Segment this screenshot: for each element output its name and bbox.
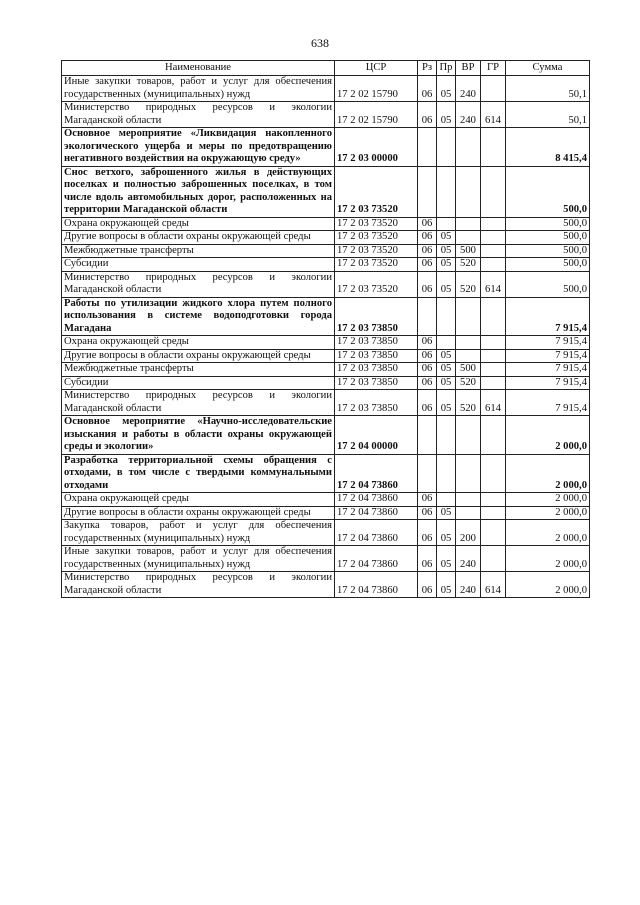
cell-sum: 2 000,0 — [506, 520, 590, 546]
cell-sum: 7 915,4 — [506, 390, 590, 416]
cell-sum: 500,0 — [506, 166, 590, 217]
table-row — [62, 493, 590, 507]
cell-rz: 06 — [418, 520, 437, 546]
cell-rz: 06 — [418, 217, 437, 231]
cell-gr — [481, 520, 506, 546]
cell-csr: 17 2 03 73850 — [335, 376, 418, 390]
cell-gr: 614 — [481, 572, 506, 598]
cell-csr: 17 2 03 73520 — [335, 217, 418, 231]
cell-csr: 17 2 04 00000 — [335, 416, 418, 455]
cell-name: Иные закупки товаров, работ и услуг для обеспечения государственных (муниципальных) нужд — [62, 76, 335, 102]
cell-vr: 500 — [456, 244, 481, 258]
cell-vr: 520 — [456, 376, 481, 390]
cell-sum: 7 915,4 — [506, 349, 590, 363]
table-row — [62, 454, 590, 493]
table-row — [62, 76, 590, 102]
cell-sum: 2 000,0 — [506, 572, 590, 598]
cell-csr: 17 2 03 73520 — [335, 231, 418, 245]
cell-gr — [481, 506, 506, 520]
cell-csr: 17 2 03 73520 — [335, 258, 418, 272]
cell-name: Разработка территориальной схемы обращения с отходами, в том числе с твердыми коммунальными отходами — [62, 454, 335, 493]
cell-pr: 05 — [437, 76, 456, 102]
cell-vr — [456, 454, 481, 493]
cell-name: Межбюджетные трансферты — [62, 363, 335, 377]
cell-vr: 520 — [456, 258, 481, 272]
cell-gr — [481, 231, 506, 245]
cell-csr: 17 2 03 73850 — [335, 349, 418, 363]
cell-rz: 06 — [418, 349, 437, 363]
cell-name: Межбюджетные трансферты — [62, 244, 335, 258]
cell-name: Субсидии — [62, 376, 335, 390]
cell-rz: 06 — [418, 76, 437, 102]
header-gr: ГР — [481, 61, 506, 76]
cell-csr: 17 2 04 73860 — [335, 454, 418, 493]
cell-rz: 06 — [418, 376, 437, 390]
cell-vr: 240 — [456, 102, 481, 128]
cell-rz: 06 — [418, 271, 437, 297]
cell-sum: 50,1 — [506, 76, 590, 102]
cell-gr — [481, 349, 506, 363]
table-row — [62, 336, 590, 350]
cell-rz: 06 — [418, 546, 437, 572]
cell-vr — [456, 506, 481, 520]
cell-csr: 17 2 02 15790 — [335, 76, 418, 102]
cell-name: Охрана окружающей среды — [62, 217, 335, 231]
cell-gr — [481, 546, 506, 572]
cell-name: Другие вопросы в области охраны окружающей среды — [62, 349, 335, 363]
table-row — [62, 258, 590, 272]
cell-gr — [481, 493, 506, 507]
cell-vr — [456, 231, 481, 245]
cell-gr — [481, 76, 506, 102]
cell-rz: 06 — [418, 258, 437, 272]
header-vr: ВР — [456, 61, 481, 76]
table-row — [62, 416, 590, 455]
cell-name: Охрана окружающей среды — [62, 336, 335, 350]
cell-pr: 05 — [437, 258, 456, 272]
cell-sum: 2 000,0 — [506, 506, 590, 520]
cell-sum: 7 915,4 — [506, 363, 590, 377]
cell-pr — [437, 128, 456, 167]
cell-pr — [437, 217, 456, 231]
cell-rz: 06 — [418, 506, 437, 520]
cell-vr: 200 — [456, 520, 481, 546]
cell-name: Министерство природных ресурсов и экологии Магаданской области — [62, 390, 335, 416]
header-sum: Сумма — [506, 61, 590, 76]
cell-gr — [481, 416, 506, 455]
cell-vr: 500 — [456, 363, 481, 377]
table-row — [62, 376, 590, 390]
table-row — [62, 128, 590, 167]
cell-vr — [456, 297, 481, 336]
cell-gr — [481, 244, 506, 258]
cell-gr — [481, 258, 506, 272]
cell-rz: 06 — [418, 390, 437, 416]
cell-rz — [418, 297, 437, 336]
cell-rz — [418, 454, 437, 493]
cell-csr: 17 2 03 73850 — [335, 336, 418, 350]
cell-gr — [481, 376, 506, 390]
cell-pr: 05 — [437, 102, 456, 128]
cell-pr: 05 — [437, 231, 456, 245]
table-row — [62, 506, 590, 520]
cell-sum: 50,1 — [506, 102, 590, 128]
header-name: Наименование — [62, 61, 335, 76]
cell-name: Охрана окружающей среды — [62, 493, 335, 507]
cell-pr: 05 — [437, 376, 456, 390]
cell-sum: 500,0 — [506, 231, 590, 245]
table-row — [62, 166, 590, 217]
cell-pr: 05 — [437, 572, 456, 598]
table-row — [62, 271, 590, 297]
cell-rz: 06 — [418, 363, 437, 377]
cell-name: Другие вопросы в области охраны окружающей среды — [62, 506, 335, 520]
cell-sum: 7 915,4 — [506, 336, 590, 350]
table-row — [62, 390, 590, 416]
cell-pr: 05 — [437, 363, 456, 377]
cell-gr — [481, 166, 506, 217]
table-row — [62, 363, 590, 377]
cell-csr: 17 2 03 73850 — [335, 297, 418, 336]
cell-name: Иные закупки товаров, работ и услуг для обеспечения государственных (муниципальных) нужд — [62, 546, 335, 572]
cell-rz: 06 — [418, 572, 437, 598]
cell-pr — [437, 297, 456, 336]
cell-name: Закупка товаров, работ и услуг для обеспечения государственных (муниципальных) нужд — [62, 520, 335, 546]
cell-sum: 2 000,0 — [506, 546, 590, 572]
cell-name: Министерство природных ресурсов и экологии Магаданской области — [62, 102, 335, 128]
cell-gr: 614 — [481, 102, 506, 128]
cell-name: Работы по утилизации жидкого хлора путем полного использования в системе водоподготовки города Магадана — [62, 297, 335, 336]
cell-name: Министерство природных ресурсов и экологии Магаданской области — [62, 271, 335, 297]
cell-vr — [456, 336, 481, 350]
cell-vr — [456, 166, 481, 217]
table-row — [62, 546, 590, 572]
cell-pr: 05 — [437, 520, 456, 546]
cell-vr: 520 — [456, 271, 481, 297]
cell-gr — [481, 336, 506, 350]
header-csr: ЦСР — [335, 61, 418, 76]
cell-csr: 17 2 04 73860 — [335, 506, 418, 520]
cell-name: Основное мероприятие «Ликвидация накопленного экологического ущерба и меры по предотвращению негативного воздействия на окружающую среду» — [62, 128, 335, 167]
cell-name: Министерство природных ресурсов и экологии Магаданской области — [62, 572, 335, 598]
cell-sum: 7 915,4 — [506, 297, 590, 336]
cell-csr: 17 2 04 73860 — [335, 546, 418, 572]
cell-gr — [481, 297, 506, 336]
budget-table — [61, 60, 590, 598]
cell-csr: 17 2 03 73520 — [335, 271, 418, 297]
cell-gr: 614 — [481, 390, 506, 416]
cell-pr — [437, 493, 456, 507]
cell-vr: 240 — [456, 76, 481, 102]
cell-pr: 05 — [437, 506, 456, 520]
cell-csr: 17 2 04 73860 — [335, 572, 418, 598]
cell-rz — [418, 166, 437, 217]
cell-pr: 05 — [437, 546, 456, 572]
cell-name: Субсидии — [62, 258, 335, 272]
cell-vr — [456, 416, 481, 455]
table-row — [62, 231, 590, 245]
table-body — [62, 76, 590, 598]
cell-rz: 06 — [418, 493, 437, 507]
cell-rz: 06 — [418, 336, 437, 350]
table-row — [62, 244, 590, 258]
cell-name: Другие вопросы в области охраны окружающей среды — [62, 231, 335, 245]
header-rz: Рз — [418, 61, 437, 76]
cell-rz: 06 — [418, 231, 437, 245]
cell-csr: 17 2 03 00000 — [335, 128, 418, 167]
cell-pr — [437, 416, 456, 455]
table-row — [62, 572, 590, 598]
cell-vr: 240 — [456, 572, 481, 598]
cell-rz — [418, 416, 437, 455]
cell-pr: 05 — [437, 271, 456, 297]
cell-sum: 500,0 — [506, 244, 590, 258]
cell-csr: 17 2 03 73850 — [335, 390, 418, 416]
cell-pr — [437, 336, 456, 350]
cell-csr: 17 2 04 73860 — [335, 520, 418, 546]
cell-vr — [456, 349, 481, 363]
table-row — [62, 520, 590, 546]
cell-vr: 520 — [456, 390, 481, 416]
header-pr: Пр — [437, 61, 456, 76]
cell-csr: 17 2 03 73520 — [335, 166, 418, 217]
cell-gr — [481, 363, 506, 377]
cell-sum: 2 000,0 — [506, 493, 590, 507]
cell-pr — [437, 454, 456, 493]
table-row — [62, 297, 590, 336]
cell-sum: 500,0 — [506, 271, 590, 297]
table-header — [62, 61, 590, 76]
cell-pr: 05 — [437, 390, 456, 416]
cell-gr — [481, 217, 506, 231]
cell-sum: 500,0 — [506, 258, 590, 272]
cell-sum: 2 000,0 — [506, 454, 590, 493]
cell-gr — [481, 128, 506, 167]
cell-sum: 7 915,4 — [506, 376, 590, 390]
cell-gr — [481, 454, 506, 493]
cell-sum: 8 415,4 — [506, 128, 590, 167]
page-number: 638 — [311, 36, 329, 50]
cell-vr: 240 — [456, 546, 481, 572]
table-row — [62, 217, 590, 231]
cell-sum: 2 000,0 — [506, 416, 590, 455]
cell-rz — [418, 128, 437, 167]
cell-csr: 17 2 03 73850 — [335, 363, 418, 377]
table-row — [62, 102, 590, 128]
cell-pr: 05 — [437, 244, 456, 258]
cell-pr: 05 — [437, 349, 456, 363]
cell-rz: 06 — [418, 244, 437, 258]
cell-sum: 500,0 — [506, 217, 590, 231]
cell-rz: 06 — [418, 102, 437, 128]
cell-vr — [456, 128, 481, 167]
cell-csr: 17 2 03 73520 — [335, 244, 418, 258]
cell-vr — [456, 217, 481, 231]
cell-name: Основное мероприятие «Научно-исследовательские изыскания и работы в области охраны окружающей среды и экологии» — [62, 416, 335, 455]
cell-gr: 614 — [481, 271, 506, 297]
cell-name: Снос ветхого, заброшенного жилья в действующих поселках и полностью заброшенных поселках, в том числе вдоль автомобильных дорог, расположенных на территории Магаданской области — [62, 166, 335, 217]
cell-vr — [456, 493, 481, 507]
header-row — [62, 61, 590, 76]
cell-pr — [437, 166, 456, 217]
cell-csr: 17 2 04 73860 — [335, 493, 418, 507]
cell-csr: 17 2 02 15790 — [335, 102, 418, 128]
table-row — [62, 349, 590, 363]
